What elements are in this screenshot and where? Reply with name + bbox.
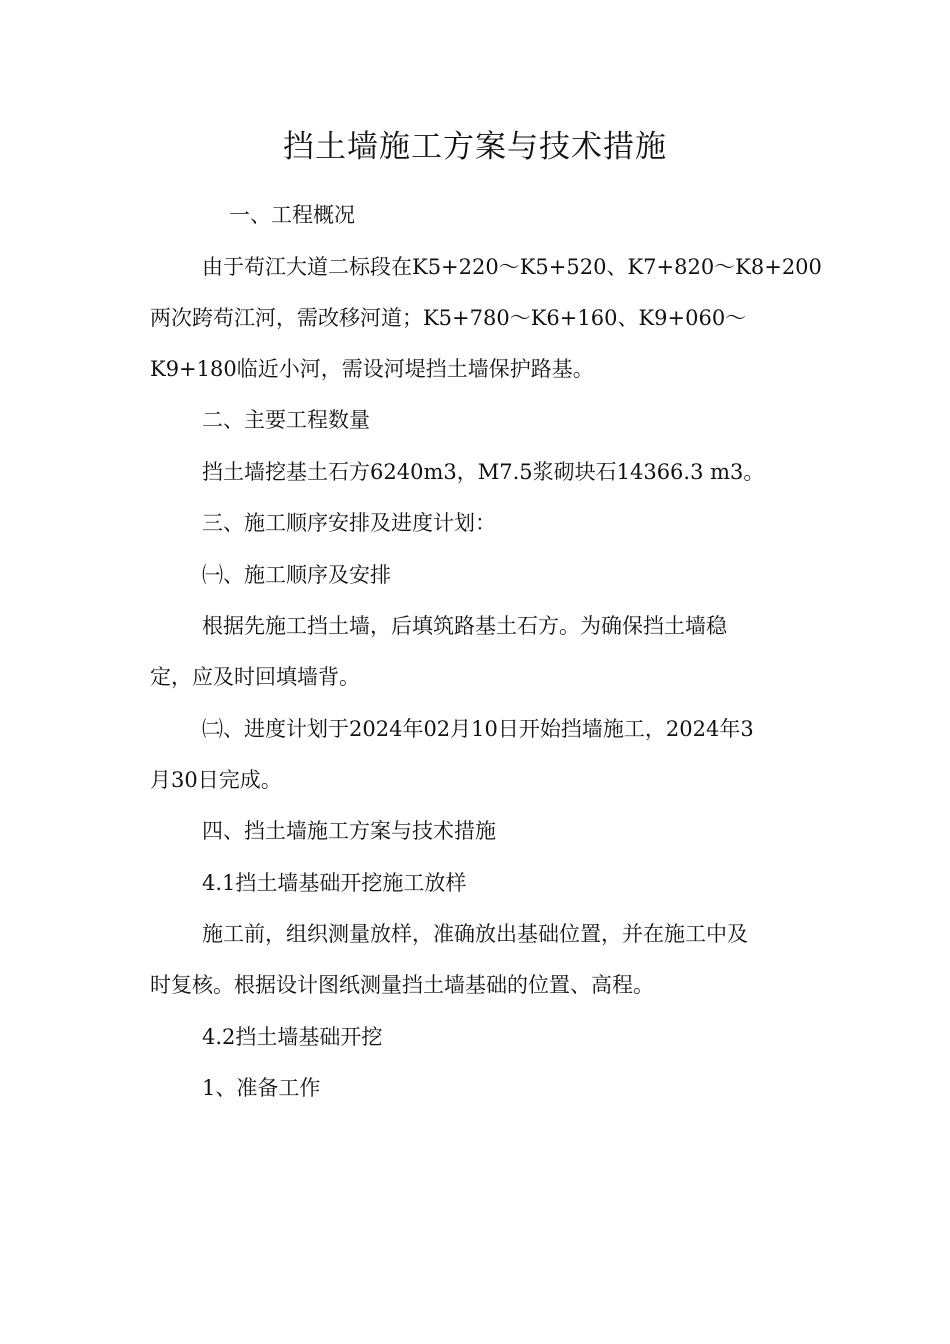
subsection-heading-4-1: 4.1挡土墙基础开挖施工放样 bbox=[202, 871, 467, 895]
subsection-heading-4-2: 4.2挡土墙基础开挖 bbox=[202, 1025, 383, 1049]
subsection-heading-sequence: ㈠、施工顺序及安排 bbox=[202, 563, 391, 587]
section-heading-quantities: 二、主要工程数量 bbox=[202, 408, 370, 432]
paragraph-line: 月30日完成。 bbox=[150, 768, 282, 792]
paragraph-line: 时复核。根据设计图纸测量挡土墙基础的位置、高程。 bbox=[150, 973, 654, 997]
item-heading-preparation: 1、准备工作 bbox=[202, 1076, 321, 1100]
document-title: 挡土墙施工方案与技术措施 bbox=[283, 129, 667, 165]
paragraph-line: ㈡、进度计划于2024年02月10日开始挡墙施工，2024年3 bbox=[202, 717, 754, 741]
paragraph-line: 两次跨苟江河，需改移河道；K5+780～K6+160、K9+060～ bbox=[150, 306, 747, 330]
section-heading-methods: 四、挡土墙施工方案与技术措施 bbox=[202, 819, 496, 843]
section-heading-overview: 一、工程概况 bbox=[229, 203, 355, 227]
paragraph-line: 由于苟江大道二标段在K5+220～K5+520、K7+820～K8+200 bbox=[202, 255, 822, 279]
section-heading-schedule: 三、施工顺序安排及进度计划： bbox=[202, 511, 496, 535]
paragraph-line: 施工前，组织测量放样，准确放出基础位置，并在施工中及 bbox=[202, 922, 748, 946]
paragraph-line: 根据先施工挡土墙，后填筑路基土石方。为确保挡土墙稳 bbox=[202, 614, 727, 638]
paragraph-line: 挡土墙挖基土石方6240m3，M7.5浆砌块石14366.3 m3。 bbox=[202, 460, 765, 484]
paragraph-line: 定，应及时回填墙背。 bbox=[150, 665, 360, 689]
paragraph-line: K9+180临近小河，需设河堤挡土墙保护路基。 bbox=[150, 357, 594, 381]
